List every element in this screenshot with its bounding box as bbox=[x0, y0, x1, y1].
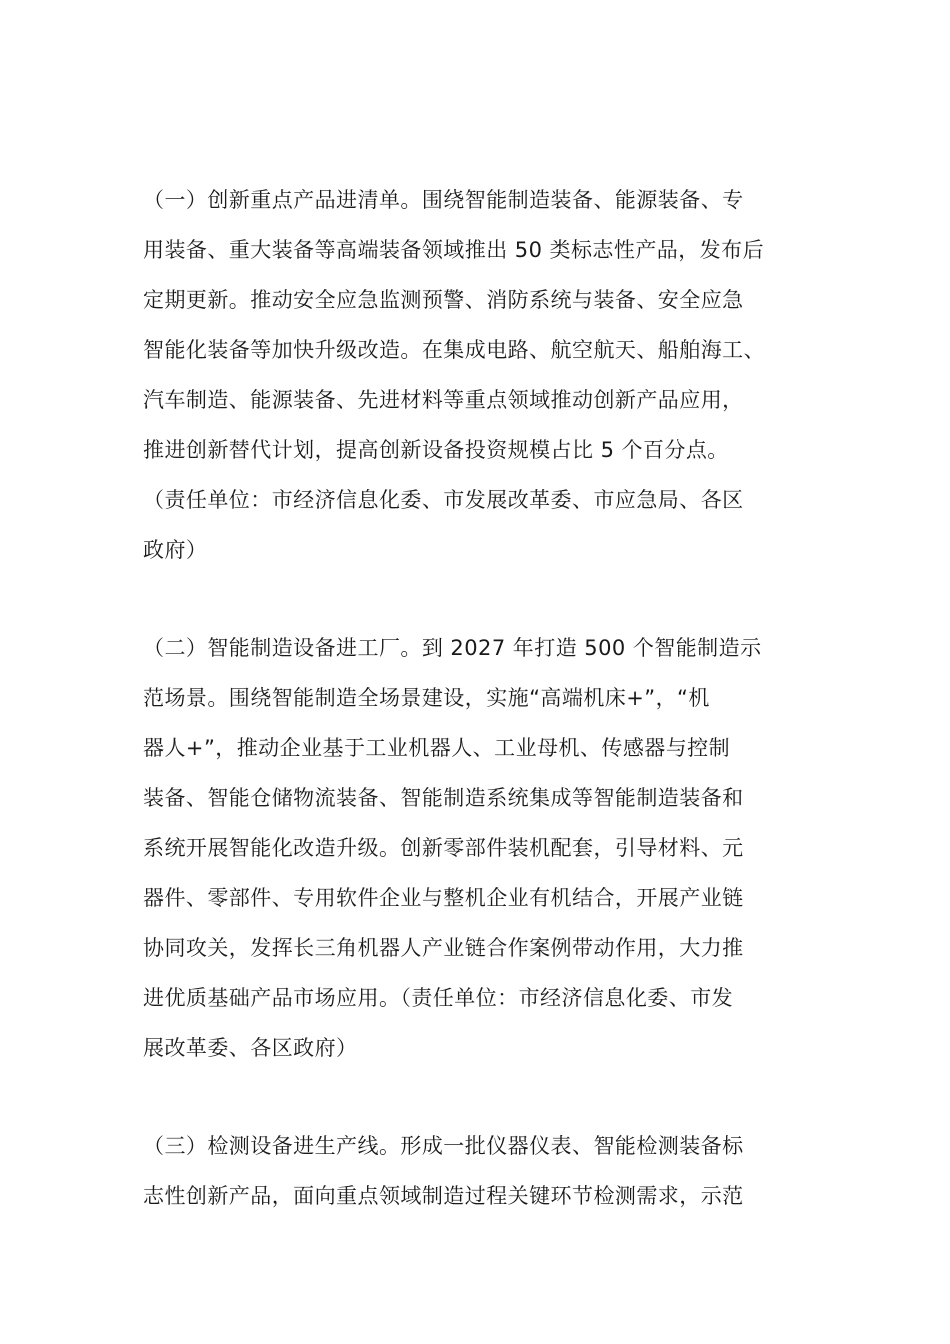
text-line: 智能化装备等加快升级改造。在集成电路、航空航天、船舶海工、 bbox=[143, 338, 766, 362]
text-line: 器人+”，推动企业基于工业机器人、工业母机、传感器与控制 bbox=[143, 736, 731, 760]
text-line: 系统开展智能化改造升级。创新零部件装机配套，引导材料、元 bbox=[143, 836, 744, 860]
text-line: （二）智能制造设备进工厂。到 2027 年打造 500 个智能制造示 bbox=[143, 636, 762, 660]
text-line: 进优质基础产品市场应用。（责任单位：市经济信息化委、市发 bbox=[143, 986, 734, 1010]
paragraph-smart-manufacturing bbox=[143, 623, 811, 1073]
text-line: 范场景。围绕智能制造全场景建设，实施“高端机床+”，“机 bbox=[143, 686, 710, 710]
text-line: 汽车制造、能源装备、先进材料等重点领域推动创新产品应用， bbox=[143, 388, 744, 412]
paragraph-innovative-products bbox=[143, 175, 811, 575]
text-line: 协同攻关，发挥长三角机器人产业链合作案例带动作用，大力推 bbox=[143, 936, 744, 960]
text-line: 装备、智能仓储物流装备、智能制造系统集成等智能制造装备和 bbox=[143, 786, 744, 810]
text-line: 政府） bbox=[143, 538, 208, 562]
text-line: 用装备、重大装备等高端装备领域推出 50 类标志性产品，发布后 bbox=[143, 238, 765, 262]
text-line: （责任单位：市经济信息化委、市发展改革委、市应急局、各区 bbox=[143, 488, 744, 512]
text-line: 器件、零部件、专用软件企业与整机企业有机结合，开展产业链 bbox=[143, 886, 744, 910]
text-line: 定期更新。推动安全应急监测预警、消防系统与装备、安全应急 bbox=[143, 288, 744, 312]
text-line: （一）创新重点产品进清单。围绕智能制造装备、能源装备、专 bbox=[143, 188, 744, 212]
text-line: 推进创新替代计划，提高创新设备投资规模占比 5 个百分点。 bbox=[143, 438, 729, 462]
text-line: 志性创新产品，面向重点领域制造过程关键环节检测需求，示范 bbox=[143, 1184, 744, 1208]
text-line: （三）检测设备进生产线。形成一批仪器仪表、智能检测装备标 bbox=[143, 1134, 744, 1158]
paragraph-testing-equipment bbox=[143, 1121, 811, 1221]
text-line: 展改革委、各区政府） bbox=[143, 1036, 358, 1060]
